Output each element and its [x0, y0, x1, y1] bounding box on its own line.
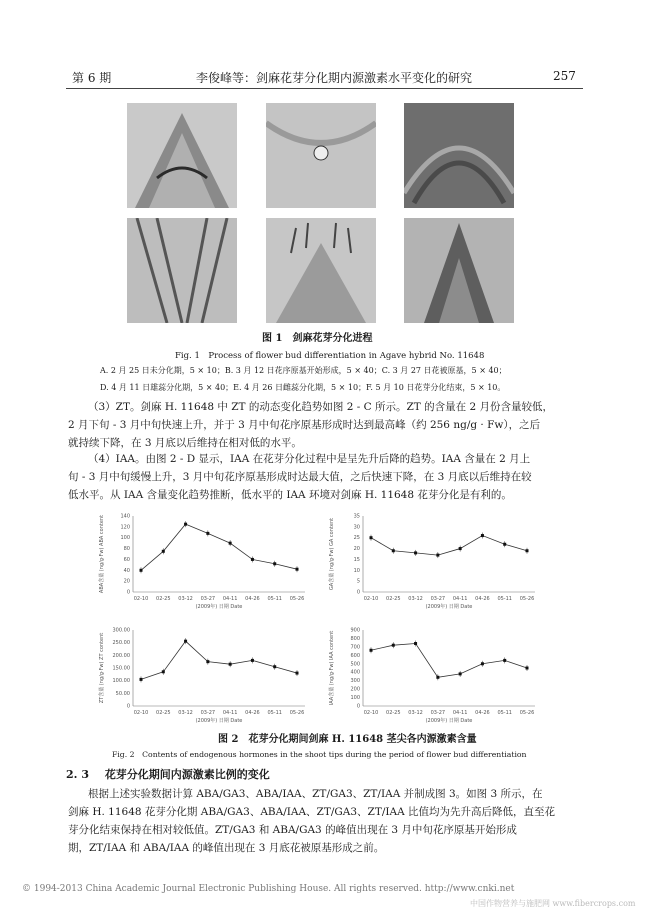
x-tick-label: 03-12	[408, 596, 423, 602]
x-tick-label: 02-10	[363, 596, 379, 602]
data-point	[414, 551, 417, 554]
y-tick-label: 140	[120, 513, 130, 520]
x-tick-label: 04-11	[452, 596, 468, 602]
micrograph-f	[404, 218, 514, 323]
chart-zt	[95, 622, 315, 730]
section-heading	[66, 766, 270, 782]
text-line: 低水平。从 IAA 含量变化趋势推断，低水平的 IAA 环境对剑麻 H. 11648 花芽分化是有利的。	[68, 489, 512, 501]
y-tick-label: 40	[123, 567, 130, 574]
text-line: （3）ZT。剑麻 H. 11648 中 ZT 的动态变化趋势如图 2 - C 所示。ZT 的含量在 2 月份含量较低，	[88, 401, 553, 413]
x-tick-label: 02-10	[133, 596, 149, 602]
micrograph-d	[127, 218, 237, 323]
y-tick-label: 600	[350, 652, 360, 659]
y-tick-label: 0	[126, 703, 130, 710]
x-axis-label: (2009年) 日期 Date	[425, 718, 473, 724]
x-tick-label: 05-11	[267, 710, 282, 716]
chart-aba	[95, 508, 315, 616]
x-tick-label: 03-12	[178, 596, 193, 602]
figure1-caption-cn: 图 1 剑麻花芽分化进程	[262, 333, 373, 344]
y-tick-label: 15	[353, 556, 360, 563]
journal-issue: 第 6 期	[72, 71, 112, 85]
data-point	[503, 659, 506, 662]
x-tick-label: 05-11	[497, 710, 512, 716]
y-tick-label: 80	[123, 546, 130, 553]
y-tick-label: 0	[356, 703, 360, 710]
x-axis-label: (2009年) 日期 Date	[195, 718, 243, 724]
text-line: 就持续下降，在 3 月底以后维持在相对低的水平。	[68, 437, 302, 449]
y-tick-label: 800	[350, 635, 360, 642]
paragraph-zt	[68, 398, 588, 452]
data-point	[414, 642, 417, 645]
y-tick-label: 200.00	[112, 652, 130, 659]
y-tick-label: 20	[123, 578, 130, 585]
data-point	[459, 547, 462, 550]
y-tick-label: 500	[350, 661, 360, 668]
figure2-caption-en: Fig. 2 Contents of endogenous hormones in the shoot tips during the period of flower bud differentiation	[112, 750, 527, 759]
x-tick-label: 04-26	[475, 710, 490, 716]
data-point	[206, 660, 209, 663]
paragraph-iaa	[68, 450, 588, 504]
x-tick-label: 05-26	[289, 710, 305, 716]
x-tick-label: 05-26	[519, 710, 535, 716]
running-title: 李俊峰等：剑麻花芽分化期内源激素水平变化的研究	[196, 71, 473, 85]
figure1-legend-line1: A. 2 月 25 日未分化期，5 × 10；B. 3 月 12 日花序原基开始形成，5 × 40；C. 3 月 27 日花被原基，5 × 40；	[100, 366, 507, 375]
watermark: 中国作物营养与施肥网 www.fibercrops.com	[470, 899, 636, 908]
x-tick-label: 03-12	[178, 710, 193, 716]
y-tick-label: 25	[353, 535, 360, 542]
data-point	[251, 659, 254, 662]
data-point	[206, 532, 209, 535]
data-point	[481, 534, 484, 537]
header-rule	[66, 88, 583, 89]
text-line: 2 月下旬 - 3 月中旬快速上升，并于 3 月中旬花序原基形成时达到最高峰（约 256 ng/g · Fw），之后	[68, 419, 541, 431]
y-tick-label: 20	[353, 546, 360, 553]
data-point	[459, 672, 462, 675]
y-tick-label: 300.00	[112, 627, 130, 634]
y-axis-label: ZT含量 (ng/g·Fw) ZT content	[99, 632, 105, 704]
x-tick-label: 03-12	[408, 710, 423, 716]
section-title: 花芽分化期间内源激素比例的变化	[104, 768, 270, 781]
data-point	[296, 568, 299, 571]
y-tick-label: 700	[350, 644, 360, 651]
data-point	[481, 662, 484, 665]
data-point	[229, 663, 232, 666]
text-line: 根据上述实验数据计算 ABA/GA3、ABA/IAA、ZT/GA3、ZT/IAA 并制成图 3。如图 3 所示，在	[88, 788, 543, 800]
x-tick-label: 02-25	[386, 710, 401, 716]
y-tick-label: 60	[123, 556, 130, 563]
x-tick-label: 04-11	[222, 596, 238, 602]
text-line: 期，ZT/IAA 和 ABA/IAA 的峰值出现在 3 月底花被原基形成之前。	[68, 842, 385, 854]
micrograph-b	[266, 103, 376, 208]
figure1-legend-line2: D. 4 月 11 日雄蕊分化期，5 × 40；E. 4 月 26 日雌蕊分化期，5 × 10；F. 5 月 10 日花芽分化结束，5 × 10。	[100, 383, 506, 392]
y-tick-label: 100.00	[112, 678, 130, 685]
y-tick-label: 100	[120, 535, 130, 542]
x-tick-label: 02-25	[156, 596, 171, 602]
micrograph-e	[266, 218, 376, 323]
x-axis-label: (2009年) 日期 Date	[425, 604, 473, 610]
section-paragraph	[68, 785, 588, 857]
y-tick-label: 300	[350, 678, 360, 685]
x-tick-label: 04-26	[245, 596, 260, 602]
copyright-line: © 1994-2013 China Academic Journal Electronic Publishing House. All rights reserved. http://www.cnki.net	[22, 884, 515, 894]
x-tick-label: 03-27	[430, 596, 446, 602]
y-tick-label: 900	[350, 627, 360, 634]
x-tick-label: 05-26	[519, 596, 535, 602]
x-tick-label: 03-27	[430, 710, 446, 716]
y-tick-label: 150.00	[112, 665, 130, 672]
x-tick-label: 05-11	[267, 596, 282, 602]
figure2-caption-cn: 图 2 花芽分化期间剑麻 H. 11648 茎尖各内源激素含量	[218, 734, 477, 745]
data-point	[140, 678, 143, 681]
data-point	[273, 562, 276, 565]
text-line: 剑麻 H. 11648 花芽分化期 ABA/GA3、ABA/IAA、ZT/GA3、ZT/IAA 比值均为先升高后降低，直至花	[68, 806, 556, 818]
x-tick-label: 04-26	[475, 596, 490, 602]
figure1-caption-en: Fig. 1 Process of flower bud differentiation in Agave hybrid No. 11648	[175, 351, 485, 361]
data-point	[162, 550, 165, 553]
y-tick-label: 200	[350, 686, 360, 693]
x-tick-label: 02-25	[386, 596, 401, 602]
text-line: （4）IAA。由图 2 - D 显示，IAA 在花芽分化过程中是呈先升后降的趋势。IAA 含量在 2 月上	[88, 453, 531, 465]
data-point	[370, 536, 373, 539]
x-tick-label: 04-11	[222, 710, 238, 716]
data-point	[370, 649, 373, 652]
x-tick-label: 02-10	[363, 710, 379, 716]
y-axis-label: GA含量 (ng/g·Fw) GA content	[329, 517, 335, 591]
data-point	[184, 523, 187, 526]
data-point	[273, 665, 276, 668]
text-line: 芽分化结束保持在相对较低值。ZT/GA3 和 ABA/GA3 的峰值出现在 3 月中旬花序原基开始形成	[68, 824, 517, 836]
x-tick-label: 03-27	[200, 596, 216, 602]
y-axis-label: ABA含量 (ng/g·Fw) ABA content	[99, 514, 105, 594]
y-tick-label: 30	[353, 524, 360, 531]
data-point	[392, 644, 395, 647]
data-point	[251, 558, 254, 561]
series-line	[141, 641, 297, 679]
x-tick-label: 05-26	[289, 596, 305, 602]
y-tick-label: 0	[356, 589, 360, 596]
micrograph-c	[404, 103, 514, 208]
chart-iaa	[325, 622, 545, 730]
y-tick-label: 10	[353, 567, 360, 574]
x-tick-label: 05-11	[497, 596, 512, 602]
data-point	[140, 569, 143, 572]
data-point	[296, 672, 299, 675]
data-point	[436, 676, 439, 679]
data-point	[162, 670, 165, 673]
chart-ga	[325, 508, 545, 616]
y-tick-label: 250.00	[112, 640, 130, 647]
y-tick-label: 5	[356, 578, 360, 585]
y-tick-label: 50.00	[115, 690, 130, 697]
page-number: 257	[553, 69, 576, 83]
data-point	[503, 543, 506, 546]
data-point	[392, 549, 395, 552]
y-tick-label: 35	[353, 513, 360, 520]
x-tick-label: 02-10	[133, 710, 149, 716]
y-axis-label: IAA含量 (ng/g·Fw) IAA content	[329, 630, 335, 706]
x-tick-label: 02-25	[156, 710, 171, 716]
data-point	[184, 640, 187, 643]
data-point	[526, 549, 529, 552]
data-point	[229, 542, 232, 545]
text-line: 旬 - 3 月中旬缓慢上升，3 月中旬花序原基形成时达最大值，之后快速下降，在 3 月底以后维持在较	[68, 471, 532, 483]
x-tick-label: 03-27	[200, 710, 216, 716]
x-tick-label: 04-11	[452, 710, 468, 716]
y-tick-label: 100	[350, 695, 360, 702]
data-point	[436, 554, 439, 557]
y-tick-label: 0	[126, 589, 130, 596]
x-axis-label: (2009年) 日期 Date	[195, 604, 243, 610]
x-tick-label: 04-26	[245, 710, 260, 716]
section-number: 2. 3	[66, 768, 89, 781]
data-point	[526, 667, 529, 670]
y-tick-label: 400	[350, 669, 360, 676]
micrograph-a	[127, 103, 237, 208]
y-tick-label: 120	[120, 524, 130, 531]
